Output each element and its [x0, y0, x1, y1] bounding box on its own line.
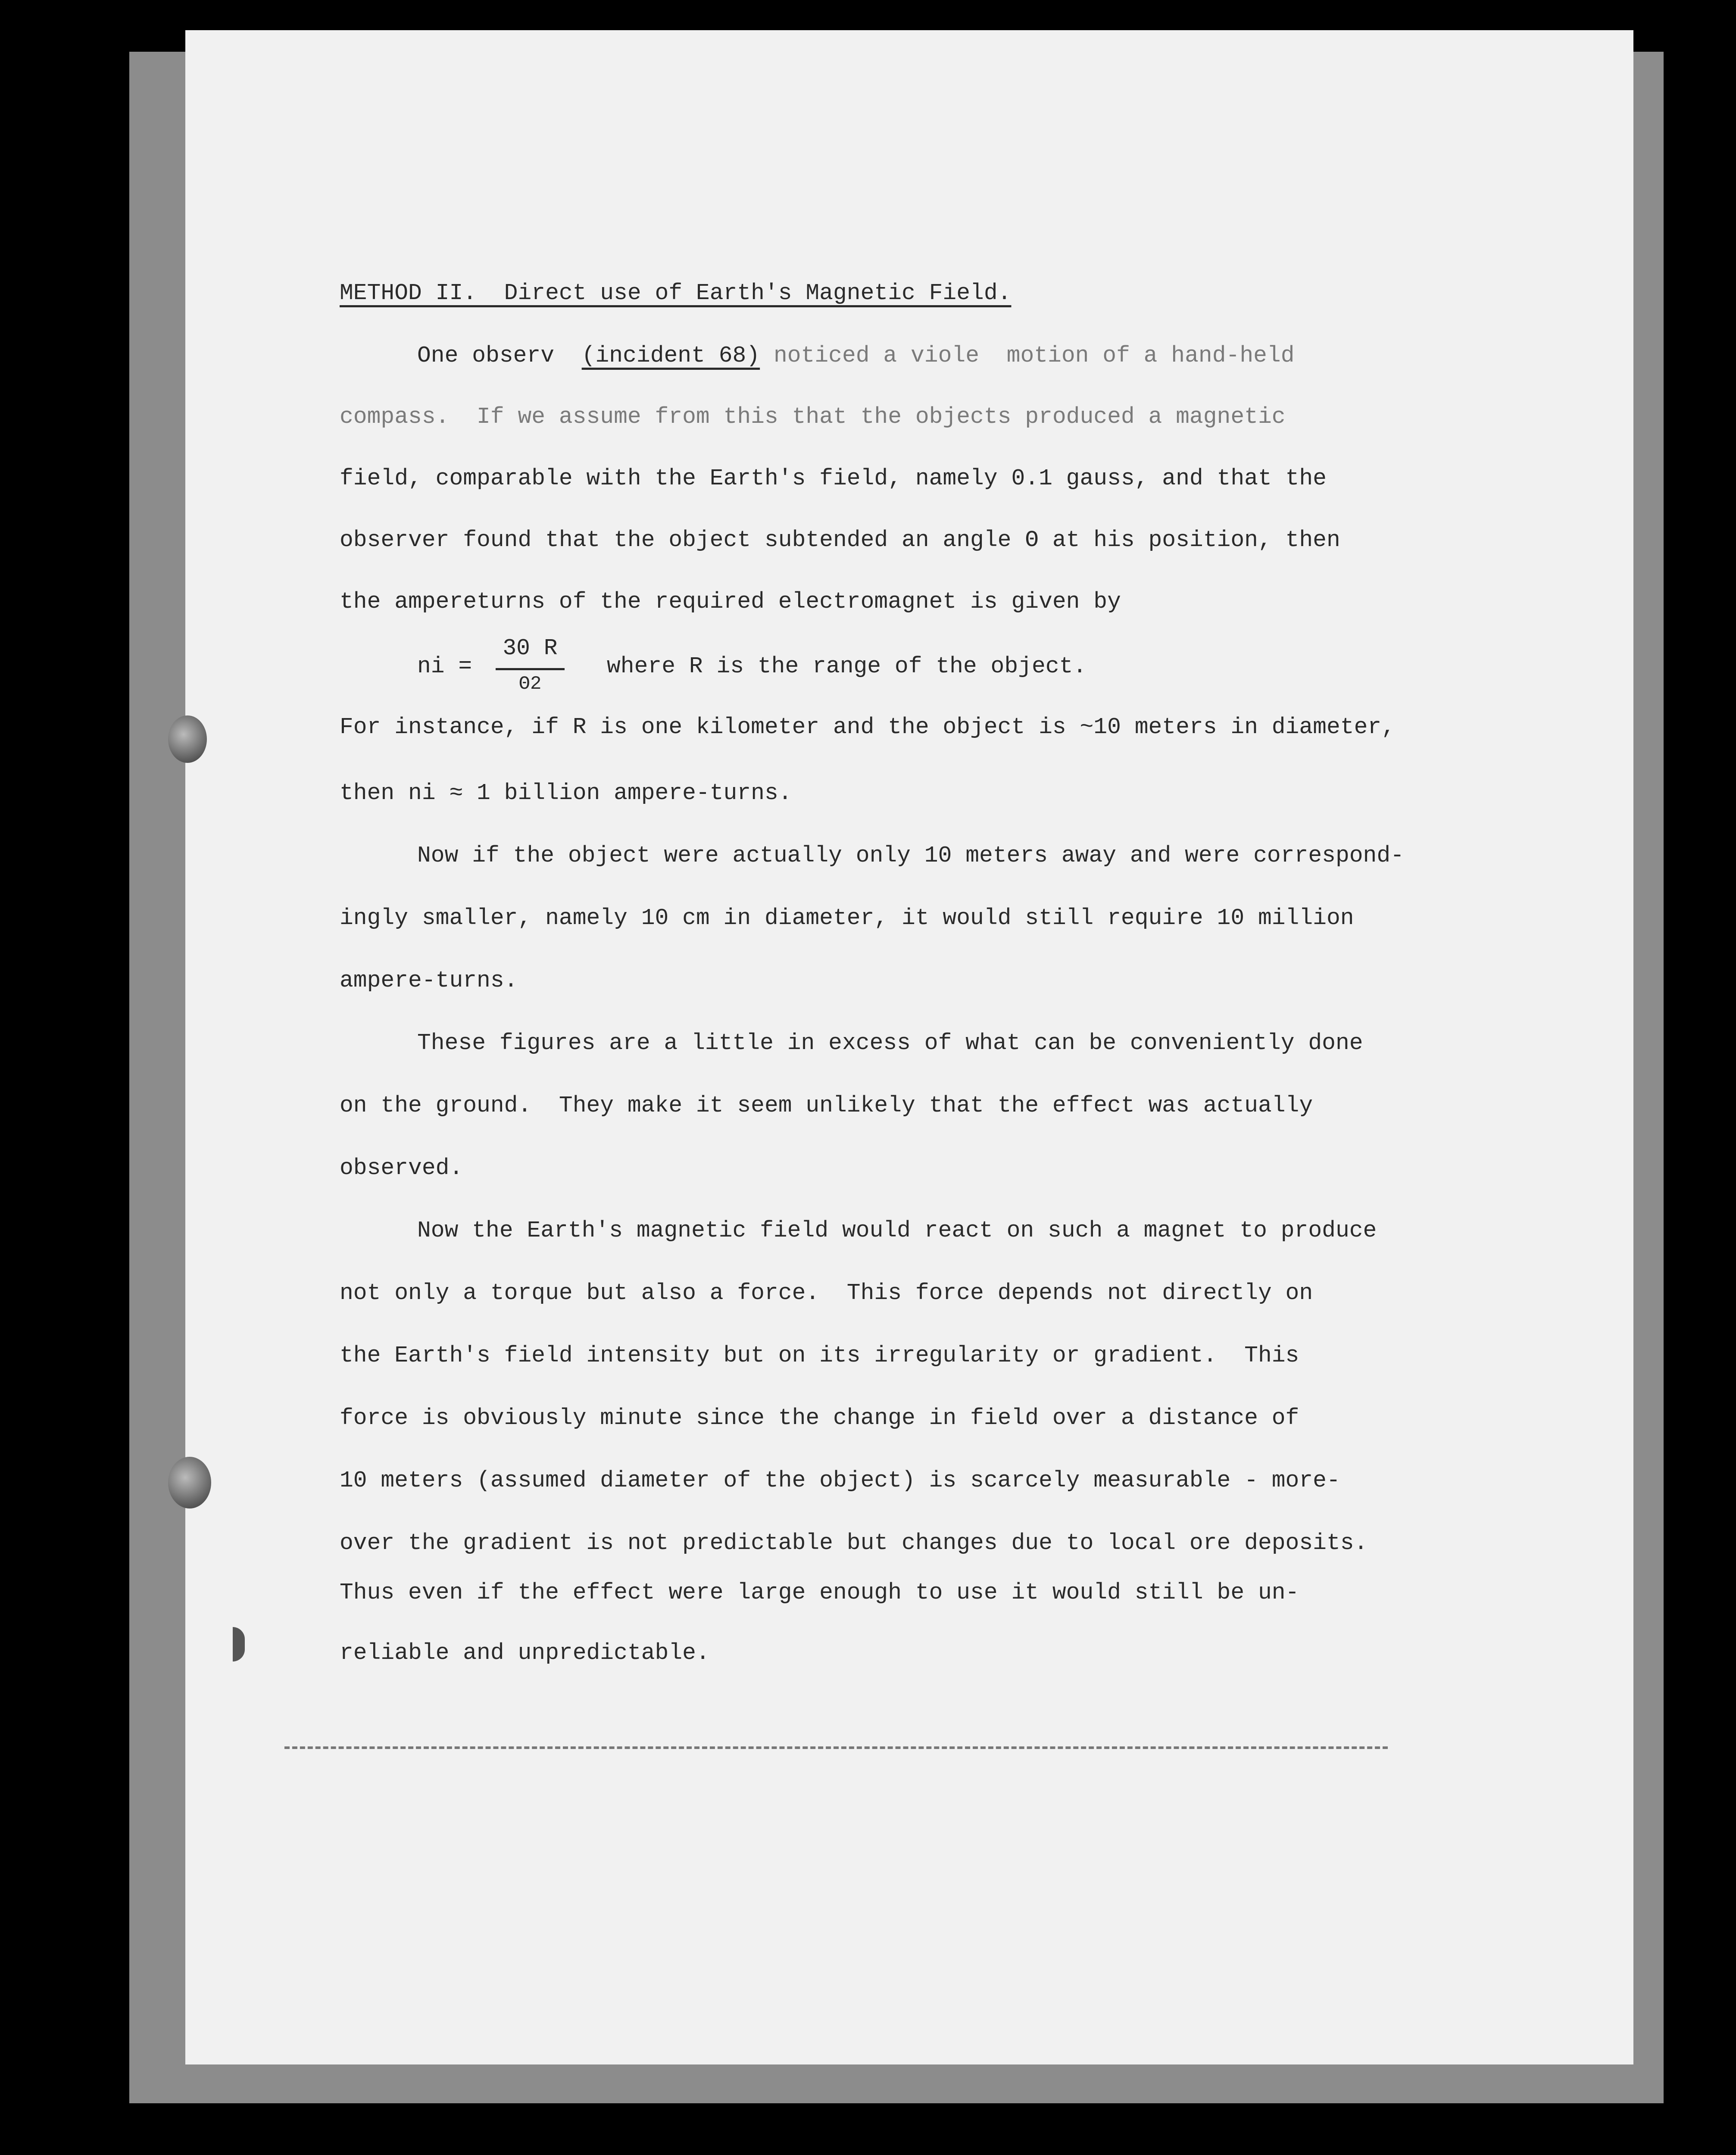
body-line-8: Now if the object were actually only 10 meters away and were correspond- [417, 843, 1404, 868]
body-line-11: These figures are a little in excess of what can be conveniently done [417, 1030, 1363, 1056]
incident-reference: (incident 68) [581, 343, 760, 369]
formula-description: where R is the range of the object. [607, 653, 1087, 679]
body-line-7: then ni ≈ 1 billion ampere-turns. [340, 780, 792, 806]
formula-fraction-bar [496, 668, 565, 670]
body-line-18: 10 meters (assumed diameter of the object) is scarcely measurable - more- [340, 1468, 1340, 1493]
body-line-1 [417, 343, 1295, 369]
body-line-2: compass. If we assume from this that the objects produced a magnetic [340, 404, 1286, 430]
body-line-5: the ampereturns of the required electromagnet is given by [340, 589, 1121, 615]
body-line-14: Now the Earth's magnetic field would react on such a magnet to produce [417, 1218, 1377, 1243]
punch-hole-top [168, 715, 207, 763]
bottom-dashed-rule [284, 1746, 1388, 1749]
body-line-20: Thus even if the effect were large enough to use it would still be un- [340, 1580, 1299, 1605]
section-heading: METHOD II. Direct use of Earth's Magnetic Field. [340, 280, 1012, 306]
formula-denominator: Θ2 [518, 673, 542, 695]
line-1-start: One observ [417, 343, 582, 369]
body-line-10: ampere-turns. [340, 968, 518, 993]
body-line-9: ingly smaller, namely 10 cm in diameter, it would still require 10 million [340, 905, 1354, 931]
body-line-3: field, comparable with the Earth's field, namely 0.1 gauss, and that the [340, 465, 1327, 491]
punch-hole-middle [168, 1457, 211, 1508]
formula-numerator: 30 R [503, 635, 558, 661]
body-line-15: not only a torque but also a force. This force depends not directly on [340, 1280, 1313, 1306]
line-1-end: noticed a viole motion of a hand-held [760, 343, 1295, 369]
body-line-13: observed. [340, 1155, 463, 1181]
body-line-16: the Earth's field intensity but on its irregularity or gradient. This [340, 1343, 1299, 1368]
formula-lhs: ni = [417, 653, 472, 679]
body-line-21: reliable and unpredictable. [340, 1640, 710, 1666]
body-line-4: observer found that the object subtended an angle Θ at his position, then [340, 527, 1340, 553]
body-line-6: For instance, if R is one kilometer and the object is ~10 meters in diameter, [340, 714, 1395, 740]
body-line-12: on the ground. They make it seem unlikely that the effect was actually [340, 1093, 1313, 1118]
body-line-17: force is obviously minute since the change in field over a distance of [340, 1405, 1299, 1431]
body-line-19: over the gradient is not predictable but changes due to local ore deposits. [340, 1530, 1368, 1556]
